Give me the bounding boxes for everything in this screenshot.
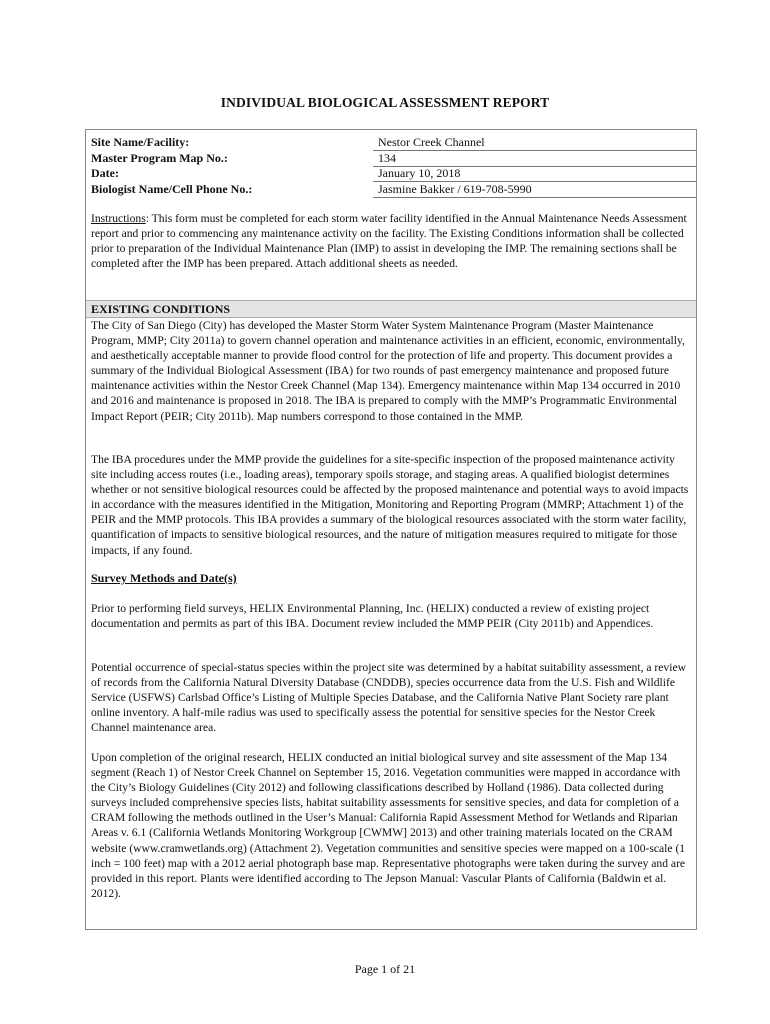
date-value: January 10, 2018 [373,166,696,182]
survey-paragraph-2: Potential occurrence of special-status species within the project site was determined by a habitat suitability assessment, a review of records from the California Natural Diversity Database (CNDDB), species occurrence data from the U.S. Fish and Wildlife Service (USFWS) Carlsbad Office’s Listing of Multiple Species Database, and the California Native Plant Society rare plant online inventory. A half-mile radius was used to specifically assess the potential for sensitive species for the Nestor Creek Channel maintenance area. [91,661,686,735]
page-number: Page 1 of 21 [354,962,416,976]
site-name-value: Nestor Creek Channel [373,135,696,151]
paragraph-1: The City of San Diego (City) has developed the Master Storm Water System Maintenance Program (Master Maintenance Program, MMP; City 2011a) to govern channel operation and maintenance activities in an efficient, economic, environmentally, and aesthetically acceptable manner to provide flood control for the protection of life and property. This document provides a summary of the Individual Biological Assessment (IBA) for two rounds of past emergency maintenance and proposed future maintenance activities within the Nestor Creek Channel (Map 134). Emergency maintenance within Map 134 occurred in 2010 and 2016 and maintenance is proposed in 2018. The IBA is prepared to comply with the MMP’s Programmatic Environmental Impact Report (PEIR; City 2011b). Map numbers correspond to those contained in the MMP. [91,319,685,423]
instructions-text: : This form must be completed for each storm water facility identified in the Annual Maintenance Needs Assessment report and prior to commencing any maintenance activity on the facility. The Existing Conditions information shall be collected prior to preparation of the Individual Maintenance Plan (IMP) to assist in developing the IMP. The remaining sections shall be completed after the IMP has been prepared. Attach additional sheets as needed. [91,212,687,271]
biologist-value: Jasmine Bakker / 619-708-5990 [373,182,696,198]
paragraph-2: The IBA procedures under the MMP provide the guidelines for a site-specific inspection of the proposed maintenance activity site including access routes (i.e., loading areas), temporary spoils storage, and staging areas. A qualified biologist determines whether or not sensitive biological resources could be affected by the proposed maintenance and potential ways to avoid impacts in accordance with the measures identified in the Mitigation, Monitoring and Reporting Program (MMRP; Attachment 1) of the PEIR and the MMP protocols. This IBA provides a summary of the biological resources associated with the storm water facility, quantification of impacts to sensitive biological resources, and the nature of mitigation measures required to mitigate for those impacts, if any found. [91,453,689,557]
biologist-label: Biologist Name/Cell Phone No.: [91,182,253,196]
survey-subheading: Survey Methods and Date(s) [91,571,237,585]
report-title: INDIVIDUAL BIOLOGICAL ASSESSMENT REPORT [220,95,550,110]
existing-conditions-bar [86,300,696,318]
instructions-block [91,211,691,271]
map-number-value: 134 [373,151,696,167]
date-label: Date: [91,166,119,180]
instructions-label: Instructions [91,212,146,225]
map-number-label: Master Program Map No.: [91,151,228,165]
survey-paragraph-1: Prior to performing field surveys, HELIX Environmental Planning, Inc. (HELIX) conducted a review of existing project documentation and permits as part of this IBA. Document review included the MMP PEIR (City 2011b) and Appendices. [91,602,654,631]
site-name-label: Site Name/Facility: [91,135,190,149]
section-heading: EXISTING CONDITIONS [91,302,231,316]
survey-paragraph-3: Upon completion of the original research, HELIX conducted an initial biological survey and site assessment of the Map 134 segment (Reach 1) of Nestor Creek Channel on September 15, 2016. Vegetation communities were mapped in accordance with the City’s Biology Guidelines (City 2012) and following classifications described by Holland (1986). Data collected during surveys included comprehensive species lists, habitat suitability assessments for sensitive species, and data for completion of a CRAM following the methods outlined in the User’s Manual: California Rapid Assessment Method for Wetlands and Riparian Areas v. 6.1 (California Wetlands Monitoring Workgroup [CWMW] 2013) and other training materials located on the CRAM website (www.cramwetlands.org) (Attachment 2). Vegetation communities and sensitive species were mapped on a 100-scale (1 inch = 100 feet) map with a 2012 aerial photograph base map. Representative photographs were taken during the survey and are provided in this report. Plants were identified according to The Jepson Manual: Vascular Plants of California (Baldwin et al. 2012). [91,751,686,900]
